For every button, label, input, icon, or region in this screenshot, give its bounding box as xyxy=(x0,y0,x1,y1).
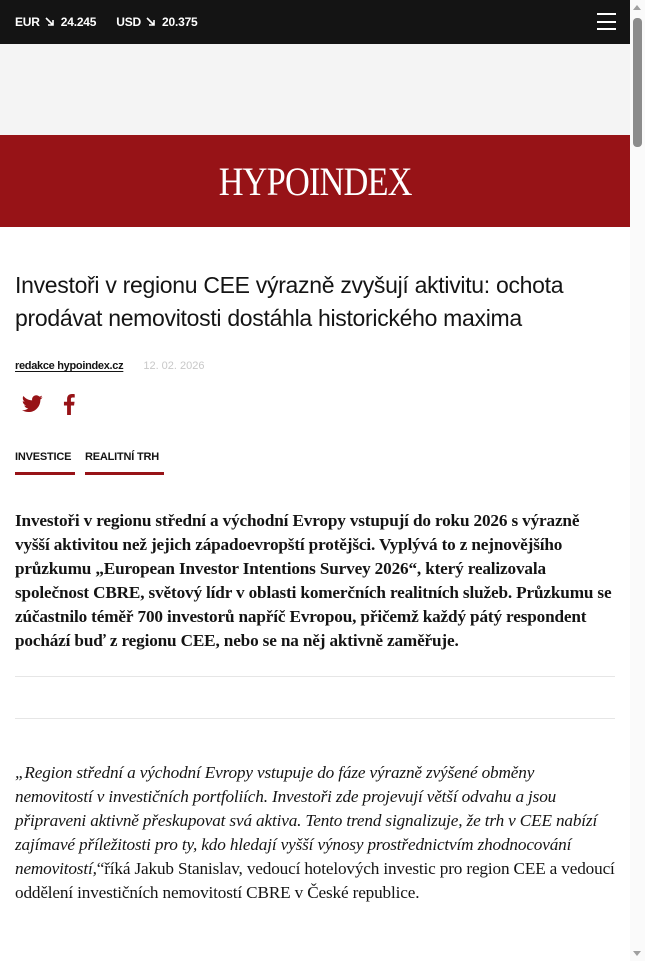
quote-text: „Region střední a východní Evropy vstupuje do fáze výrazně zvýšené obměny nemovitostí v investičních portfoliích. Investoři zde projevují větší odvahu a jsou připraveni aktivně přeskupovat svá aktiva. Tento trend signalizuje, že trh v CEE nabízí zajímavé příležitosti pro ty, kdo hledají vyšší výnosy prostřednictvím zhodnocování nemovitostí, xyxy=(15,763,598,878)
social-share xyxy=(15,392,615,416)
arrow-down-right-icon xyxy=(146,17,156,27)
vertical-scrollbar[interactable] xyxy=(630,0,645,961)
ticker-usd xyxy=(116,15,197,29)
facebook-icon[interactable] xyxy=(63,394,75,415)
tag-list xyxy=(15,450,615,475)
top-bar xyxy=(0,0,630,44)
scroll-down-arrow-icon[interactable] xyxy=(633,951,641,956)
divider xyxy=(15,676,615,677)
article xyxy=(0,269,630,905)
scrollbar-thumb[interactable] xyxy=(633,18,642,147)
divider xyxy=(15,718,615,719)
ticker-eur xyxy=(15,15,96,29)
article-lead: Investoři v regionu střední a východní Evropy vstupují do roku 2026 s výrazně vyšší aktivitou než jejich západoevropští protějšci. Vyplývá to z nejnovějšího průzkumu „European Investor Intentions Survey 2026“, který realizovala společnost CBRE, světový lídr v oblasti komerčních realitních služeb. Průzkumu se zúčastnilo téměř 700 investorů napříč Evropou, přičemž každý pátý respondent pochází buď z regionu CEE, nebo se na něj aktivně zaměřuje. xyxy=(15,511,612,650)
tag-investice[interactable]: INVESTICE xyxy=(15,450,75,475)
quote-attribution: “říká Jakub Stanislav, vedoucí hotelových investic pro region CEE a vedoucí oddělení investičních nemovitostí CBRE v České republice. xyxy=(15,859,615,902)
ticker-value: 24.245 xyxy=(60,15,97,29)
twitter-icon[interactable] xyxy=(22,395,43,413)
logo-banner xyxy=(0,135,630,227)
ticker-value: 20.375 xyxy=(162,15,198,29)
scroll-up-arrow-icon[interactable] xyxy=(633,5,641,10)
article-quote xyxy=(15,761,615,905)
article-title: Investoři v regionu CEE výrazně zvyšují aktivitu: ochota prodávat nemovitosti dostáhla historického maxima xyxy=(15,272,564,331)
ticker-currency: USD xyxy=(116,15,142,29)
tag-realitni-trh[interactable]: REALITNÍ TRH xyxy=(85,450,164,475)
site-logo[interactable]: HYPOINDEX xyxy=(218,159,412,204)
author-link[interactable]: redakce hypoindex.cz xyxy=(15,360,124,372)
ticker-currency: EUR xyxy=(15,15,40,29)
publish-date: 12. 02. 2026 xyxy=(143,360,205,372)
article-meta xyxy=(15,357,615,375)
ad-banner-area xyxy=(0,44,630,135)
hamburger-icon[interactable] xyxy=(597,13,616,30)
arrow-down-right-icon xyxy=(45,17,55,27)
